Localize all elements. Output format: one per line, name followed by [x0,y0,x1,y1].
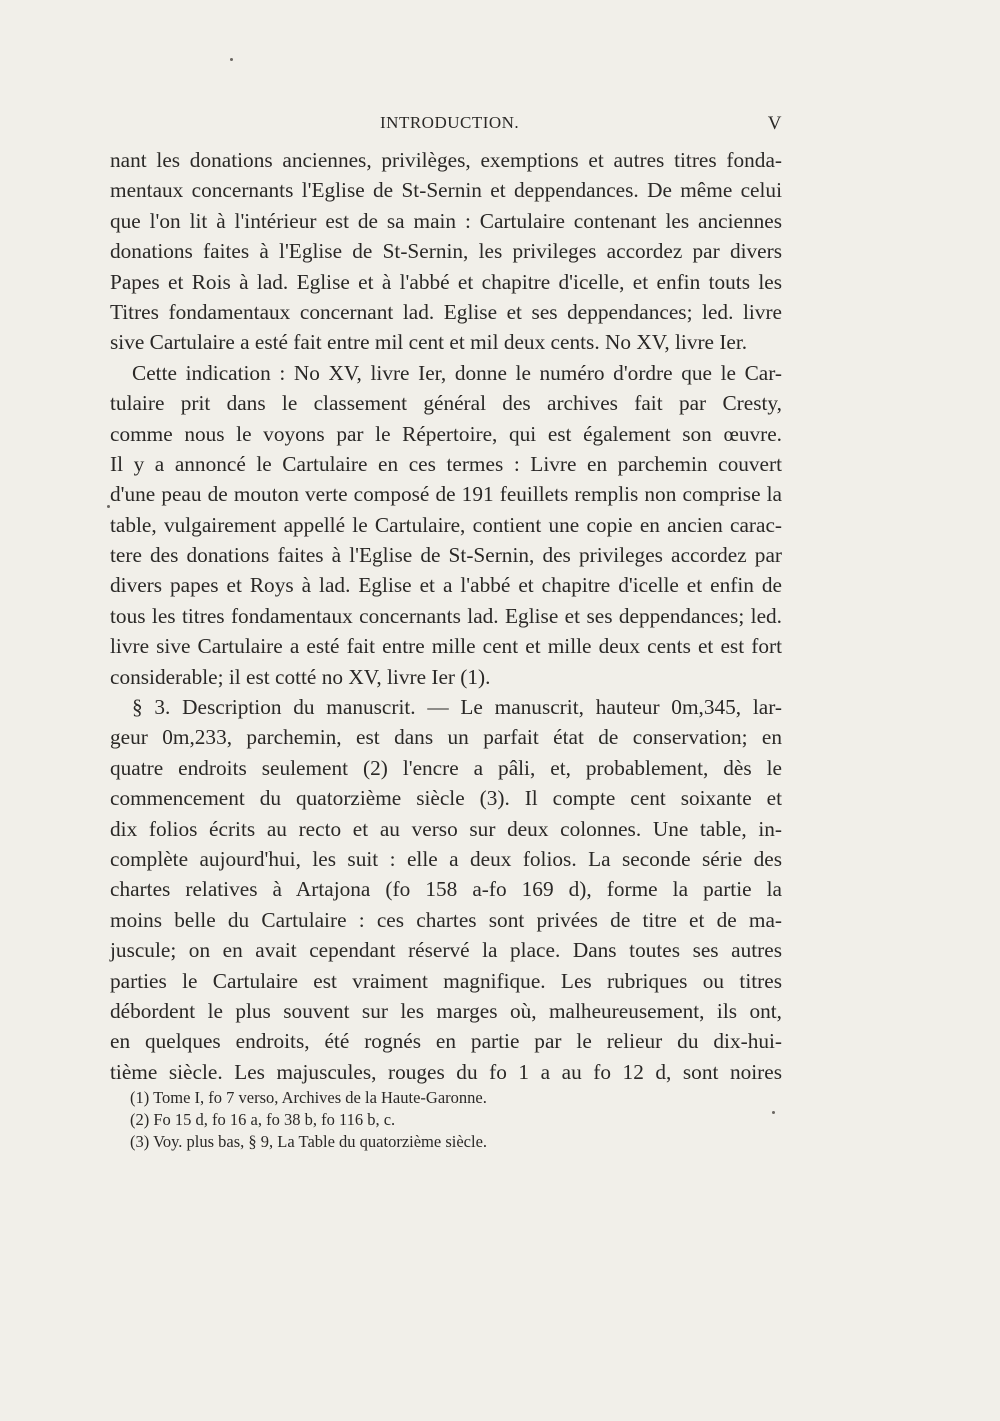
text-line: chartes relatives à Artajona (fo 158 a-fo 169 d), forme la partie la [110,877,782,902]
running-title: INTRODUCTION. [380,113,520,132]
text-line: tous les titres fondamentaux concernants lad. Eglise et ses deppendances; led. [110,603,782,628]
text-line: tulaire prit dans le classement général des archives fait par Cresty, [110,391,782,416]
footnote: (3) Voy. plus bas, § 9, La Table du quatorzième siècle. [130,1132,488,1151]
text-line: Cette indication : No XV, livre Ier, donne le numéro d'ordre que le Car- [132,360,782,385]
text-line: tième siècle. Les majuscules, rouges du fo 1 a au fo 12 d, sont noires [110,1059,782,1084]
text-line: que l'on lit à l'intérieur est de sa main : Cartulaire contenant les anciennes [110,208,782,233]
text-line: parties le Cartulaire est vraiment magnifique. Les rubriques ou titres [110,968,782,993]
text-line: livre sive Cartulaire a esté fait entre mille cent et mille deux cents et est fort [110,634,782,659]
text-line: quatre endroits seulement (2) l'encre a pâli, et, probablement, dès le [110,755,782,780]
text-line: juscule; on en avait cependant réservé la place. Dans toutes ses autres [110,938,782,963]
text-line: donations faites à l'Eglise de St-Sernin, les privileges accordez par divers [110,239,782,264]
body-text [110,145,782,1087]
text-line: Papes et Rois à lad. Eglise et à l'abbé et chapitre d'icelle, et enfin touts les [110,269,782,294]
text-line: complète aujourd'hui, les suit : elle a deux folios. La seconde série des [110,846,782,871]
text-line: dix folios écrits au recto et au verso sur deux colonnes. Une table, in- [110,816,782,841]
text-line: moins belle du Cartulaire : ces chartes sont privées de titre et de ma- [110,907,782,932]
section-heading-line: § 3. Description du manuscrit. — Le manuscrit, hauteur 0m,345, lar- [132,695,782,720]
text-line: divers papes et Roys à lad. Eglise et a l'abbé et chapitre d'icelle et enfin de [110,573,782,598]
footnote: (1) Tome I, fo 7 verso, Archives de la Haute-Garonne. [130,1088,487,1107]
text-line: geur 0m,233, parchemin, est dans un parfait état de conservation; en [110,725,782,750]
running-header [110,113,782,135]
footnote: (2) Fo 15 d, fo 16 a, fo 38 b, fo 116 b, c. [130,1110,396,1129]
text-line: comme nous le voyons par le Répertoire, qui est également son œuvre. [110,421,782,446]
text-line: tere des donations faites à l'Eglise de St-Sernin, des privileges accordez par [110,543,782,568]
text-line: commencement du quatorzième siècle (3). Il compte cent soixante et [110,786,782,811]
footnotes [130,1087,770,1153]
text-line: considerable; il est cotté no XV, livre Ier (1). [110,664,491,689]
paper-speck [230,58,233,61]
text-line: débordent le plus souvent sur les marges où, malheureusement, ils ont, [110,998,782,1023]
text-line: sive Cartulaire a esté fait entre mil cent et mil deux cents. No XV, livre Ier. [110,330,748,355]
page-number: V [767,113,782,134]
paper-speck [772,1111,775,1114]
text-line: nant les donations anciennes, privilèges, exemptions et autres titres fonda- [110,148,782,172]
text-line: Il y a annoncé le Cartulaire en ces termes : Livre en parchemin couvert [110,451,782,476]
text-line: en quelques endroits, été rognés en partie par le relieur du dix-hui- [110,1029,782,1054]
paper-speck [107,505,110,508]
text-line: table, vulgairement appellé le Cartulaire, contient une copie en ancien carac- [110,512,782,537]
text-line: Titres fondamentaux concernant lad. Eglise et ses deppendances; led. livre [110,299,782,324]
text-line: d'une peau de mouton verte composé de 191 feuillets remplis non comprise la [110,482,782,507]
text-line: mentaux concernants l'Eglise de St-Sernin et deppendances. De même celui [110,178,782,203]
